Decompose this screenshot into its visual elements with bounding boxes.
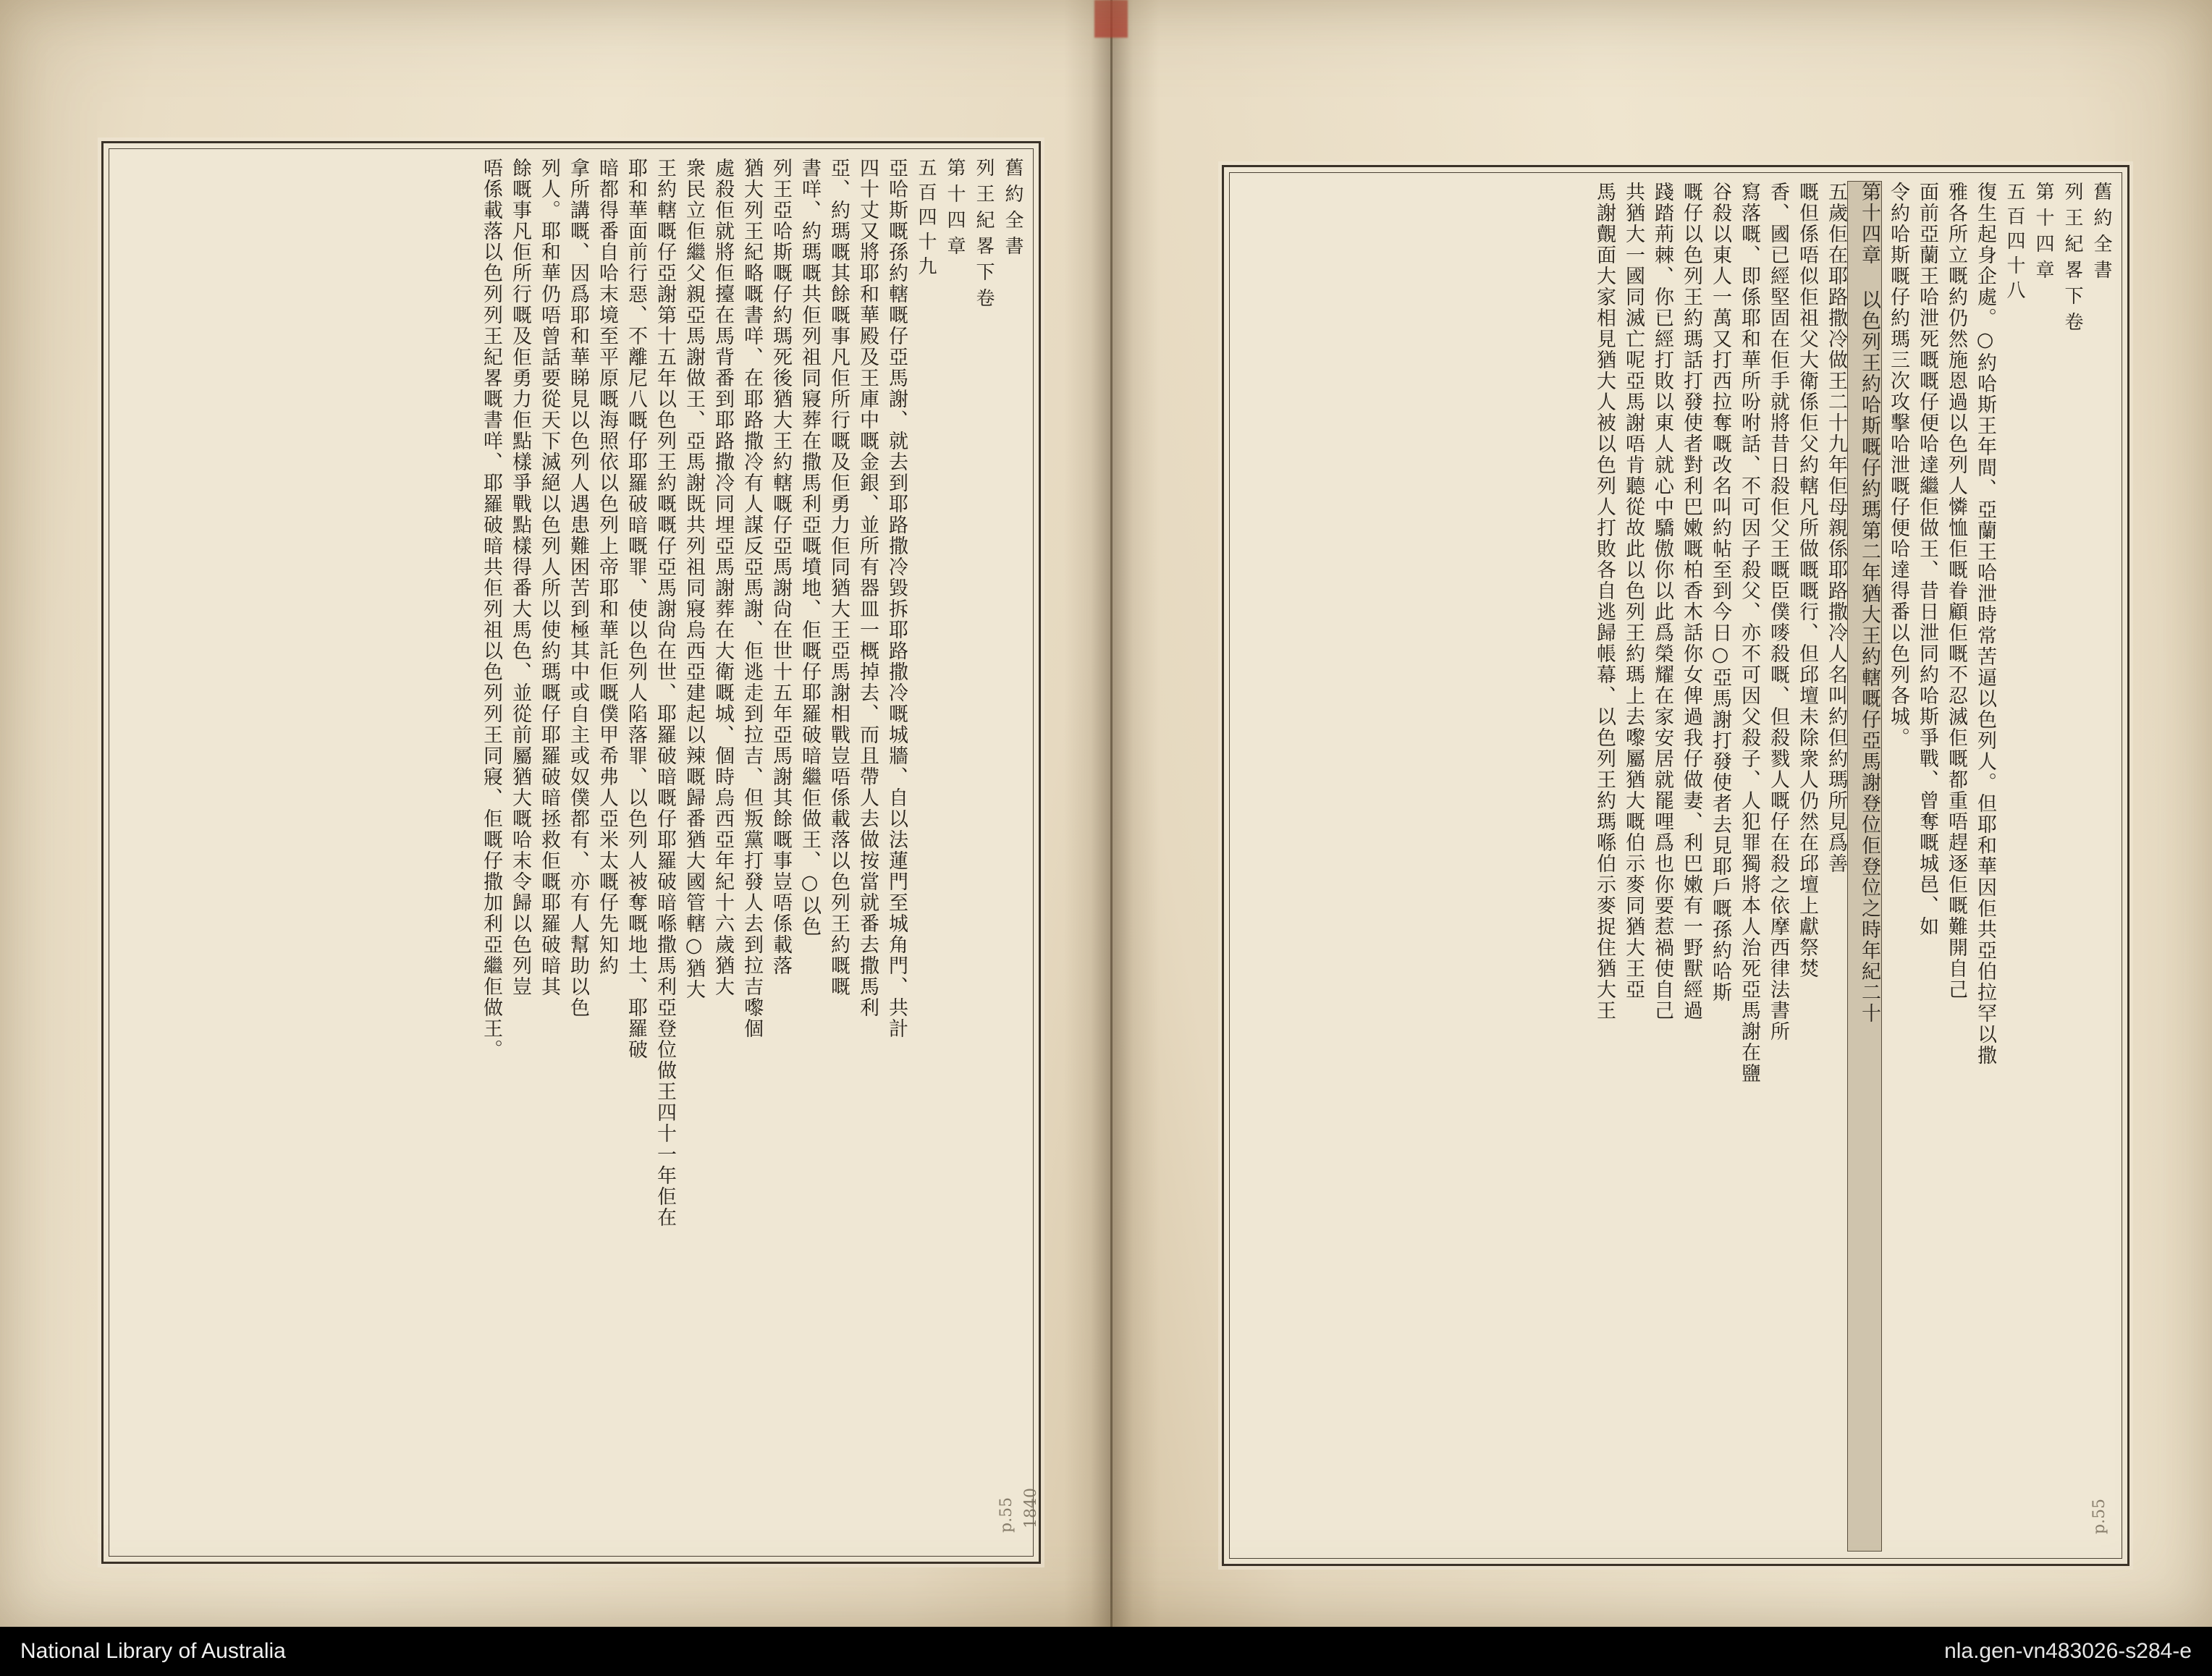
pencil-date-mark: 1840 <box>1022 1488 1040 1528</box>
right-page-column: 馬謝覿面大家相見猶大人被以色列人打敗各自逃歸帳幕、以色列王約瑪喺伯示麥捉住猶大王 <box>1593 182 1616 1021</box>
right-page-columns <box>1238 182 2113 1551</box>
left-page-text-block <box>101 141 1041 1564</box>
left-page-column: 唔係載落以色列列王紀畧嘅書咩、耶羅破暗共佢列祖以色列列王同寢、佢嘅仔撒加利亞繼佢做王。 <box>480 158 502 1060</box>
right-page-column: 谷殺以東人一萬又打西拉奪嘅改名叫約帖至到今日○亞馬謝打發使者去見耶戶嘅孫約哈斯 <box>1709 182 1731 1003</box>
footer-institution-label: National Library of Australia <box>20 1639 286 1663</box>
left-page-column: 暗都得番自哈末境至平原嘅海照依以色列上帝耶和華託佢嘅僕甲希弗人亞米太嘅仔先知約 <box>596 158 618 976</box>
left-page-column: 衆民立佢繼父親亞馬謝做王、亞馬謝既共列祖同寢烏西亞建起以辣嘅歸番猶大國管轄○猶大 <box>683 158 705 1000</box>
left-page-column: 處殺佢就將佢擡在馬背番到耶路撒冷同埋亞馬謝葬在大衛嘅城、個時烏西亞年紀十六歲猶大 <box>712 158 734 997</box>
viewer-footer-bar <box>0 1627 2212 1676</box>
right-page-column: 面前亞蘭王哈泄死嘅嘅仔便哈達繼佢做王、昔日泄同約哈斯爭戰、曾奪嘅城邑、如 <box>1916 182 1938 937</box>
right-page-column: 寫落嘅、即係耶和華所吩咐話、不可因子殺父、亦不可因父殺子、人犯罪獨將本人治死亞馬謝在鹽 <box>1738 182 1760 1084</box>
left-page-number: 五百四十九 <box>915 158 937 281</box>
left-page-column: 列人。耶和華仍唔曾話要從天下滅絕以色列人所以使約瑪嘅仔耶羅破暗拯救佢嘅耶羅破暗其 <box>538 158 560 997</box>
left-page-column: 拿所講嘅、因爲耶和華睇見以色列人遇患難困苦到極其中或自主或奴僕都有、亦有人幫助以色 <box>567 158 589 1018</box>
right-page-header-book: 列王紀畧下卷 <box>2061 182 2083 338</box>
left-page-header-chapter: 第十四章 <box>944 158 966 262</box>
right-page-column: 復生起身企處。○約哈斯王年間、亞蘭王哈泄時常苦逼以色列人。但耶和華因佢共亞伯拉罕以撒 <box>1974 182 1996 1066</box>
left-page-header-book: 列王紀畧下卷 <box>973 158 995 314</box>
left-page-column: 王約轄嘅仔亞謝第十五年以色列王約嘅嘅仔亞馬謝尙在世、耶羅破暗嘅仔耶羅破暗喺撒馬利亞登位做王四十一年佢在 <box>654 158 676 1228</box>
right-page-column: 踐踏荊棘、你已經打敗以東人就心中驕傲你以此爲榮耀在家安居就罷哩爲也你要惹禍使自己 <box>1651 182 1673 1021</box>
right-page-column: 令約哈斯嘅仔約瑪三次攻擊哈泄嘅仔便哈達得番以色列各城。 <box>1887 182 1909 748</box>
left-page-column: 亞哈斯嘅孫約轄嘅仔亞馬謝、就去到耶路撒冷毀拆耶路撒冷嘅城牆、自以法蓮門至城角門、共計 <box>885 158 908 1039</box>
pencil-page-mark-right: p.55 <box>2090 1498 2108 1534</box>
right-page-column: 嘅但係唔似佢祖父大衛係佢父約轄凡所做嘅嘅行、但邱壇未除衆人仍然在邱壇上獻祭焚 <box>1796 182 1818 979</box>
right-page-chapter-heading: 第十四章 以色列王約哈斯嘅仔約瑪第二年猶大王約轄嘅仔亞馬謝登位佢登位之時年紀二十 <box>1848 182 1881 1551</box>
left-page-column: 四十丈又將耶和華殿及王庫中嘅金銀、並所有器皿一概掉去、而且帶人去做按當就番去撒馬利 <box>856 158 879 1018</box>
right-page-column: 五歲佢在耶路撒冷做王二十九年佢母親係耶路撒冷人名叫約但約瑪所見爲善 <box>1825 182 1847 874</box>
left-page-column: 書咩、約瑪嘅共佢列祖同寢葬在撒馬利亞嘅墳地、佢嘅仔耶羅破暗繼佢做王、○以色 <box>798 158 821 937</box>
left-page-column: 餘嘅事凡佢所行嘅及佢勇力佢點樣爭戰點樣得番大馬色、並從前屬猶大嘅哈末令歸以色列豈 <box>509 158 531 997</box>
left-page-header-title: 舊約全書 <box>1002 158 1023 262</box>
right-page-number: 五百四十八 <box>2004 182 2025 305</box>
right-page-header-chapter: 第十四章 <box>2032 182 2054 286</box>
right-page-column: 共猶大一國同滅亡呢亞馬謝唔肯聽從故此以色列王約瑪上去嚟屬猶大嘅伯示麥同猶大王亞 <box>1622 182 1645 1000</box>
pencil-page-mark: p.55 <box>997 1497 1016 1533</box>
right-page-column: 嘅仔以色列王約瑪話打發使者對利巴嫩嘅柏香木話你女俾過我仔做妻、利巴嫩有一野獸經過 <box>1680 182 1702 1021</box>
right-page-text-block <box>1222 165 2129 1566</box>
left-page-column: 猶大列王紀略嘅書咩、在耶路撒冷有人謀反亞馬謝、佢逃走到拉吉、但叛黨打發人去到拉吉嚟個 <box>740 158 763 1039</box>
left-page-columns <box>118 158 1024 1549</box>
binding-tape-mark <box>1094 0 1128 38</box>
footer-identifier-label: nla.gen-vn483026-s284-e <box>1944 1639 2192 1663</box>
left-page-column: 列王亞哈斯嘅仔約瑪死後猶大王約轄嘅仔亞馬謝尙在世十五年亞馬謝其餘嘅事豈唔係載落 <box>769 158 792 976</box>
right-page-column: 雅各所立嘅約仍然施恩過以色列人憐恤佢嘅眷顧佢嘅不忍滅佢嘅都重唔趕逐佢嘅難開自己 <box>1945 182 1967 1000</box>
right-page-column: 香、國已經堅固在佢手就將昔日殺佢父王嘅臣僕嘜殺嘅、但殺戮人嘅仔在殺之依摩西律法書所 <box>1767 182 1789 1042</box>
left-page-column: 耶和華面前行惡、不離尼八嘅仔耶羅破暗嘅罪、使以色列人陷落罪、以色列人被奪嘅地土、耶羅破 <box>625 158 647 1060</box>
right-page-header-title: 舊約全書 <box>2090 182 2112 286</box>
book-spine-line <box>1110 0 1113 1627</box>
left-page-column: 亞、約瑪嘅其餘嘅事凡佢所行嘅及佢勇力佢同猶大王亞馬謝相戰豈唔係載落以色列王約嘅嘅 <box>827 158 850 997</box>
